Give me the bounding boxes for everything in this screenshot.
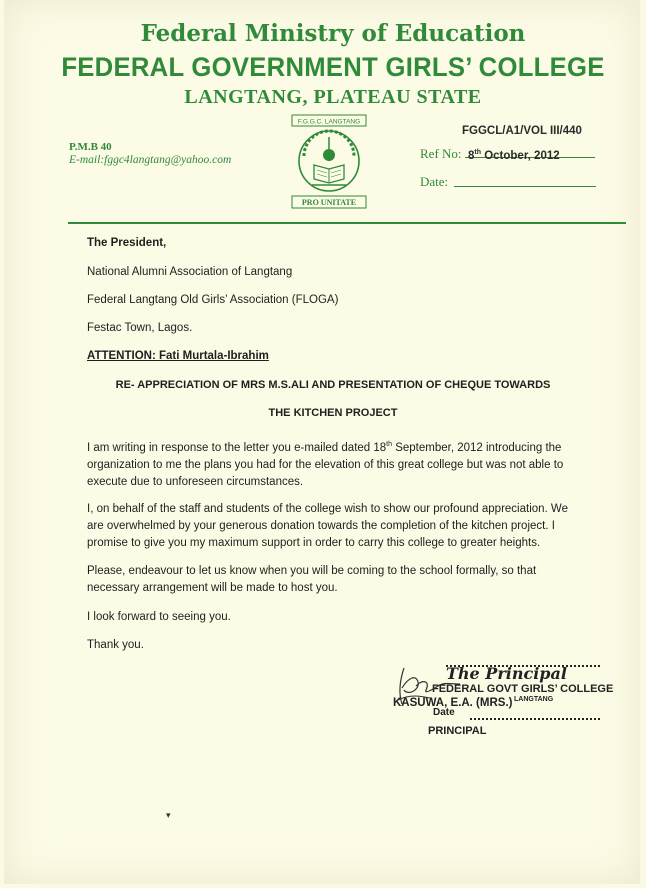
paragraph-1: I am writing in response to the letter you e-mailed dated 18th September, 2012 introducing the organization to me the plans you had for the elevation of this great college but was not able to execute due to unforeseen circumstances. [87, 441, 564, 488]
stamp-langtang: LANGTANG [514, 696, 554, 703]
date-line [454, 186, 596, 187]
address-line-2: Federal Langtang Old Girls’ Association (FLOGA) [87, 294, 339, 306]
college-crest-icon [286, 113, 372, 211]
reference-date: 8th October, 2012 [468, 149, 560, 162]
stamp-dotted-line-bottom [470, 718, 600, 720]
crest-top-label: F.G.G.C. LANGTANG [297, 118, 361, 126]
pmb-text: P.M.B 40 [69, 141, 112, 153]
subject-line-1: RE- APPRECIATION OF MRS M.S.ALI AND PRESENTATION OF CHEQUE TOWARDS [115, 379, 551, 391]
address-line-3: Festac Town, Lagos. [87, 322, 193, 334]
closing-text: Thank you. [87, 639, 144, 651]
date-label: Date: [420, 174, 449, 189]
college-heading: FEDERAL GOVERNMENT GIRLS’ COLLEGE [61, 52, 605, 82]
salutation: The President, [87, 237, 167, 249]
email-text: E-mail:fggc4langtang@yahoo.com [69, 154, 232, 166]
attention-line: ATTENTION: Fati Murtala-Ibrahim [87, 350, 269, 362]
letterhead-divider [68, 222, 626, 224]
paper-speck: ▾ [166, 810, 171, 820]
stamp-college: FEDERAL GOVT GIRLS’ COLLEGE [432, 683, 614, 695]
handwritten-signature [390, 660, 490, 710]
crest-motto-label: PRO UNITATE [301, 198, 357, 207]
signer-role: PRINCIPAL [428, 725, 487, 737]
stamp-date-label: Date [433, 707, 455, 718]
paragraph-3: Please, endeavour to let us know when you will be coming to the school formally, so that necessary arrangement will be made to host you. [87, 565, 537, 594]
location-heading: LANGTANG, PLATEAU STATE [184, 86, 482, 108]
ref-no-label: Ref No: [420, 146, 462, 161]
subject-line-2: THE KITCHEN PROJECT [268, 407, 398, 419]
signer-name: KASUWA, E.A. (MRS.) [393, 697, 513, 709]
address-line-1: National Alumni Association of Langtang [87, 266, 293, 278]
stamp-title: The Principal [446, 664, 567, 683]
paragraph-2: I, on behalf of the staff and students of the college wish to show our profound appreciation. We are overwhelmed by your generous donation towards the completion of the kitchen project. I promise to give you my maximum support in order to carry this college to greater heights. [87, 503, 568, 549]
paragraph-4: I look forward to seeing you. [87, 611, 231, 623]
reference-number: FGGCL/A1/VOL III/440 [462, 125, 582, 137]
ministry-heading: Federal Ministry of Education [140, 20, 526, 47]
